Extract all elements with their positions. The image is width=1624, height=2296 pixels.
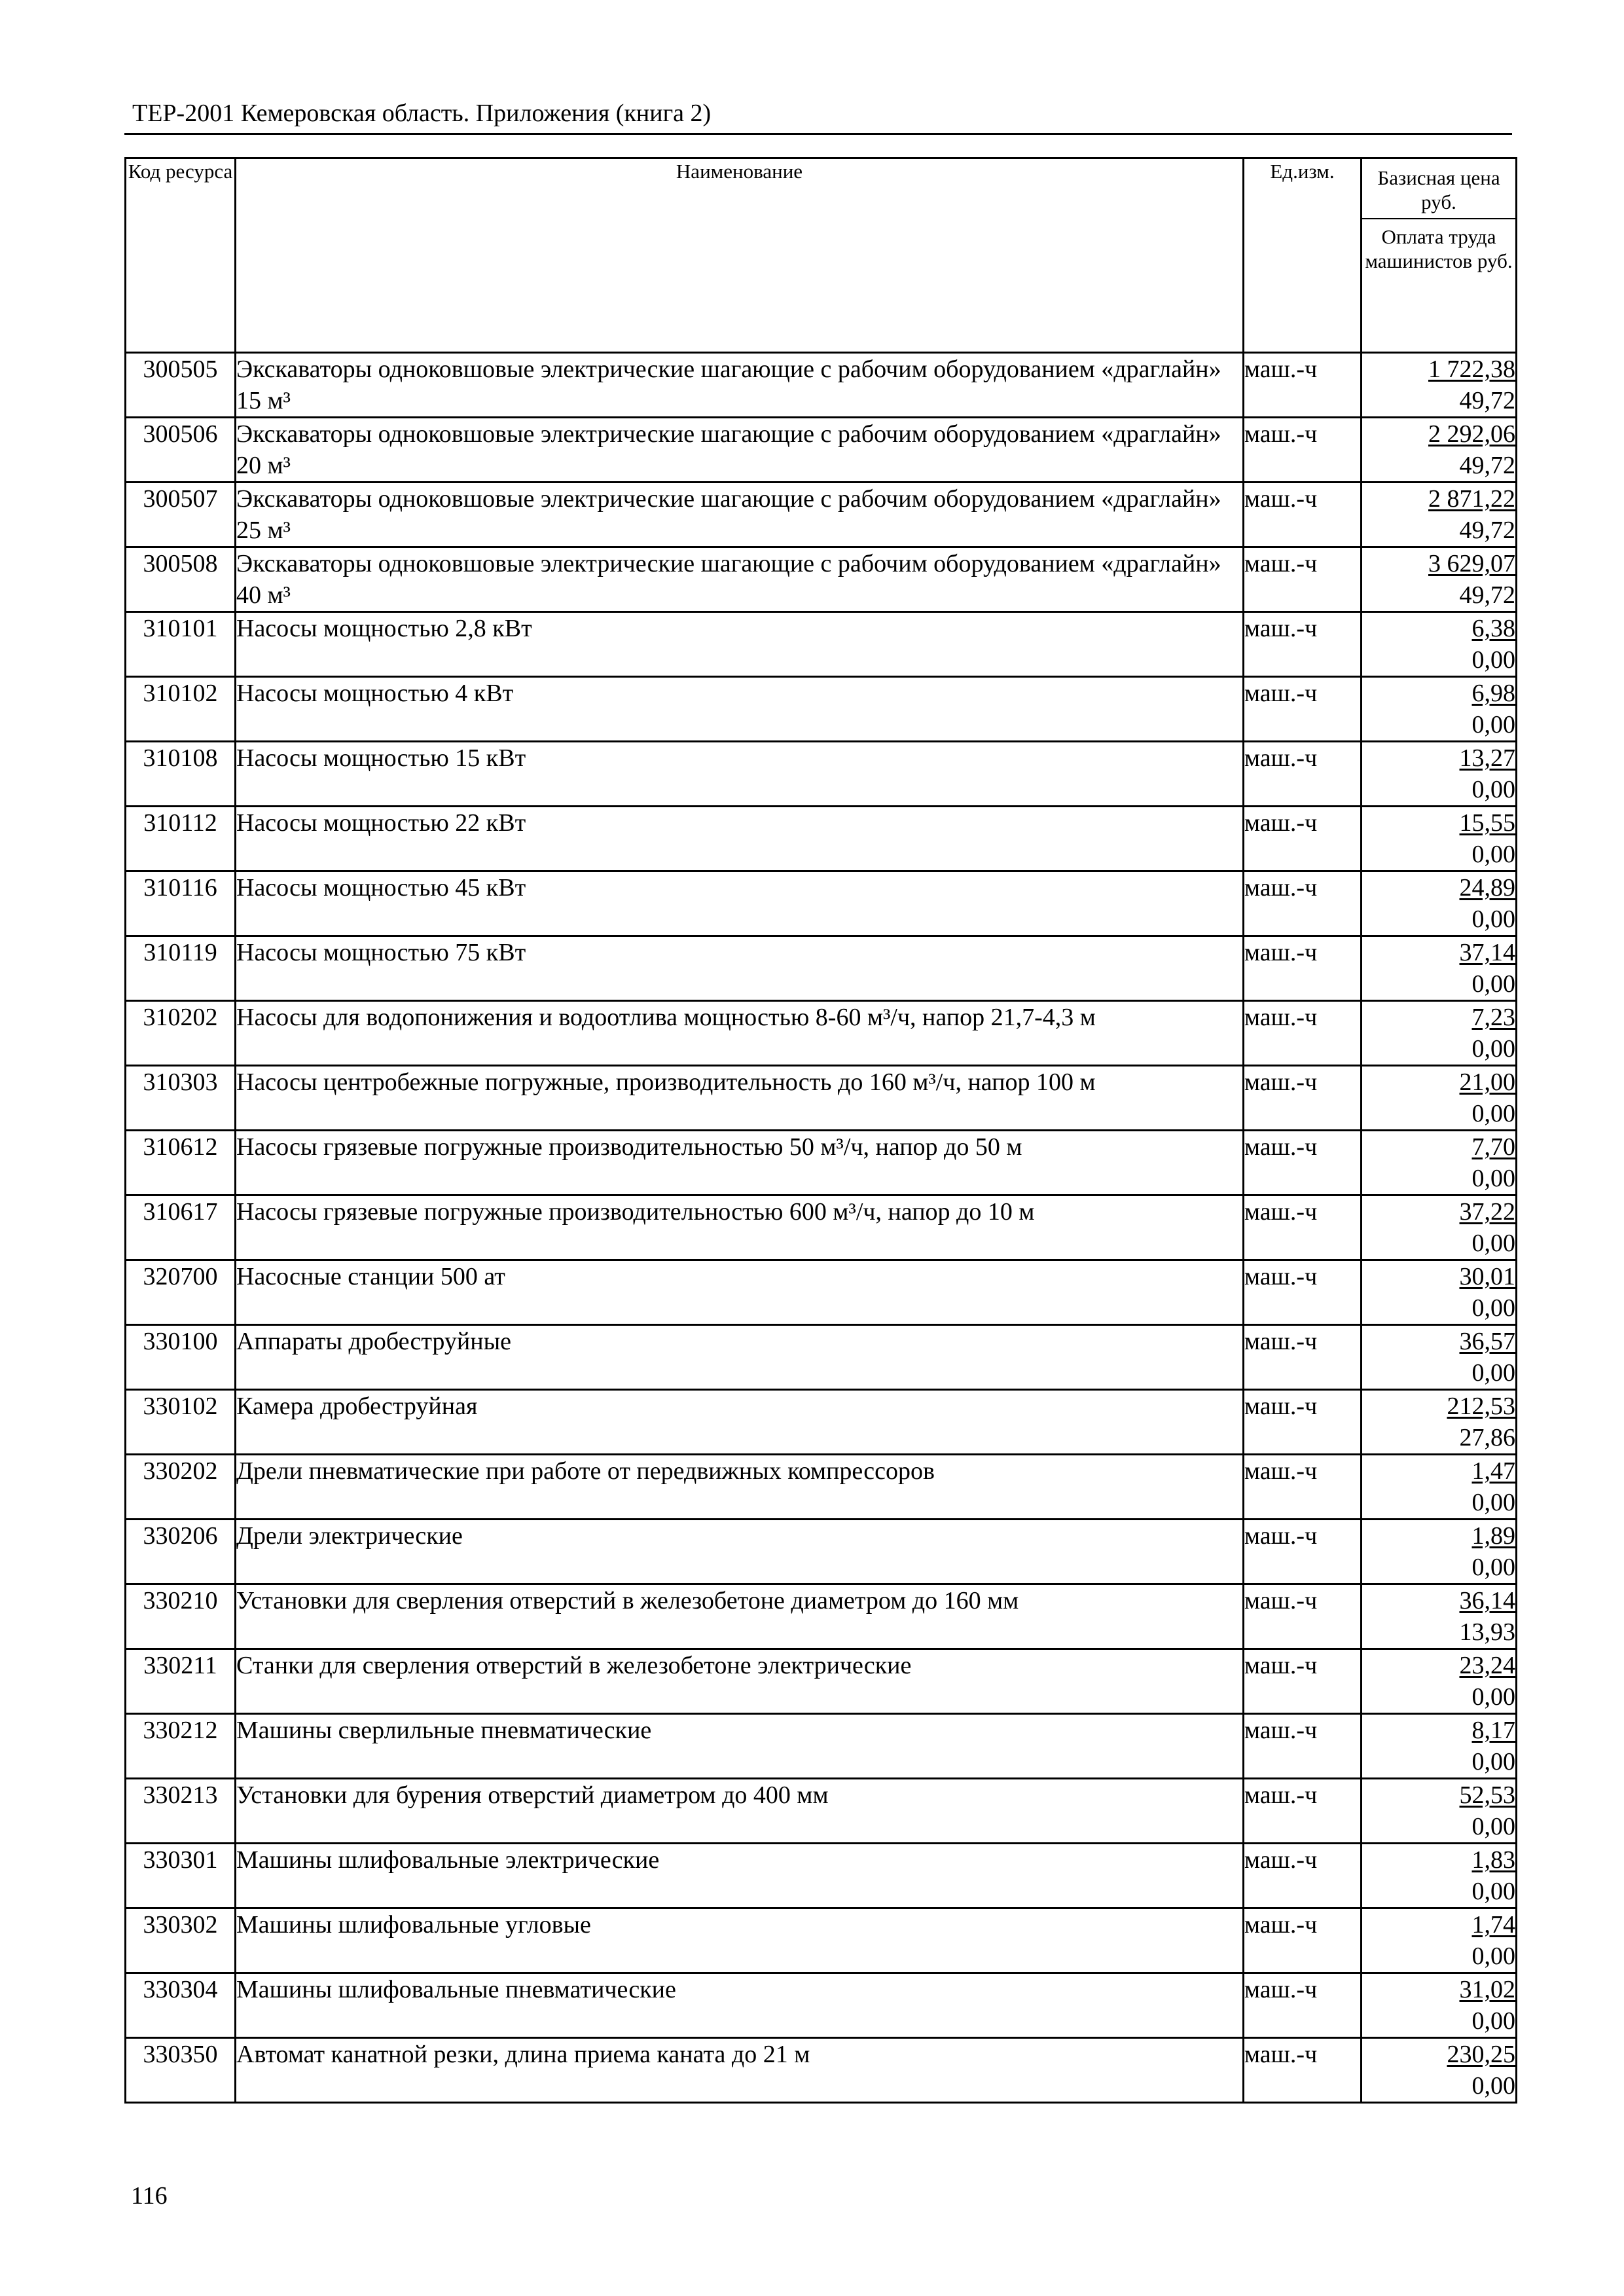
unit-cell: маш.-ч bbox=[1244, 1714, 1362, 1779]
page-header-title: ТЕР-2001 Кемеровская область. Приложения (книга 2) bbox=[132, 100, 712, 127]
base-price-value: 6,98 bbox=[1471, 680, 1515, 707]
base-price-value: 37,22 bbox=[1459, 1198, 1515, 1226]
resource-name-cell: Дрели пневматические при работе от передвижных компрессоров bbox=[236, 1455, 1244, 1520]
price-cell bbox=[1362, 483, 1517, 547]
resource-name-cell: Насосы мощностью 15 кВт bbox=[236, 742, 1244, 807]
price-cell bbox=[1362, 1520, 1517, 1584]
labor-cost-value: 0,00 bbox=[1471, 1294, 1515, 1322]
resource-code-cell: 330350 bbox=[126, 2038, 236, 2103]
base-price-value: 15,55 bbox=[1459, 809, 1515, 837]
labor-cost-value: 27,86 bbox=[1459, 1424, 1515, 1451]
price-cell bbox=[1362, 1649, 1517, 1714]
base-price-value: 1 722,38 bbox=[1428, 355, 1515, 383]
price-cell bbox=[1362, 2038, 1517, 2103]
unit-cell: маш.-ч bbox=[1244, 742, 1362, 807]
resource-code-cell: 310102 bbox=[126, 677, 236, 742]
resource-name-cell: Насосные станции 500 ат bbox=[236, 1260, 1244, 1325]
resource-code-cell: 310108 bbox=[126, 742, 236, 807]
resource-code-cell: 330213 bbox=[126, 1779, 236, 1844]
table-row bbox=[126, 936, 1517, 1001]
column-header-code: Код ресурса bbox=[126, 158, 236, 353]
resource-name-cell: Экскаваторы одноковшовые электрические шагающие с рабочим оборудованием «драглайн» 15 м³ bbox=[236, 353, 1244, 418]
resource-code-cell: 310617 bbox=[126, 1195, 236, 1260]
price-cell bbox=[1362, 353, 1517, 418]
resource-table bbox=[124, 157, 1517, 2104]
resource-code-cell: 300507 bbox=[126, 483, 236, 547]
labor-cost-value: 0,00 bbox=[1471, 1813, 1515, 1840]
base-price-value: 24,89 bbox=[1459, 874, 1515, 902]
price-cell bbox=[1362, 1325, 1517, 1390]
base-price-value: 230,25 bbox=[1447, 2041, 1515, 2068]
resource-code-cell: 320700 bbox=[126, 1260, 236, 1325]
unit-cell: маш.-ч bbox=[1244, 807, 1362, 871]
labor-cost-value: 0,00 bbox=[1471, 1100, 1515, 1127]
base-price-value: 1,83 bbox=[1471, 1846, 1515, 1874]
unit-cell: маш.-ч bbox=[1244, 418, 1362, 483]
price-cell bbox=[1362, 1195, 1517, 1260]
resource-code-cell: 310112 bbox=[126, 807, 236, 871]
resource-code-cell: 300508 bbox=[126, 547, 236, 612]
base-price-value: 37,14 bbox=[1459, 939, 1515, 966]
resource-name-cell: Насосы центробежные погружные, производительность до 160 м³/ч, напор 100 м bbox=[236, 1066, 1244, 1131]
unit-cell: маш.-ч bbox=[1244, 1066, 1362, 1131]
labor-cost-value: 49,72 bbox=[1459, 387, 1515, 414]
labor-cost-value: 0,00 bbox=[1471, 1554, 1515, 1581]
table-row bbox=[126, 807, 1517, 871]
table-row bbox=[126, 1908, 1517, 1973]
base-price-value: 13,27 bbox=[1459, 744, 1515, 772]
unit-cell: маш.-ч bbox=[1244, 547, 1362, 612]
table-row bbox=[126, 1131, 1517, 1195]
resource-name-cell: Дрели электрические bbox=[236, 1520, 1244, 1584]
table-row bbox=[126, 742, 1517, 807]
labor-cost-value: 0,00 bbox=[1471, 841, 1515, 868]
base-price-value: 21,00 bbox=[1459, 1068, 1515, 1096]
labor-cost-value: 49,72 bbox=[1459, 517, 1515, 544]
table-row bbox=[126, 1455, 1517, 1520]
resource-code-cell: 330100 bbox=[126, 1325, 236, 1390]
resource-code-cell: 330212 bbox=[126, 1714, 236, 1779]
resource-name-cell: Аппараты дробеструйные bbox=[236, 1325, 1244, 1390]
resource-code-cell: 330102 bbox=[126, 1390, 236, 1455]
unit-cell: маш.-ч bbox=[1244, 1455, 1362, 1520]
column-header-base-price: Базисная цена руб. bbox=[1377, 166, 1500, 213]
resource-code-cell: 310119 bbox=[126, 936, 236, 1001]
base-price-value: 1,74 bbox=[1471, 1911, 1515, 1939]
resource-name-cell: Экскаваторы одноковшовые электрические шагающие с рабочим оборудованием «драглайн» 40 м³ bbox=[236, 547, 1244, 612]
unit-cell: маш.-ч bbox=[1244, 1131, 1362, 1195]
resource-name-cell: Станки для сверления отверстий в железобетоне электрические bbox=[236, 1649, 1244, 1714]
page-number: 116 bbox=[131, 2182, 168, 2210]
resource-code-cell: 300505 bbox=[126, 353, 236, 418]
unit-cell: маш.-ч bbox=[1244, 1779, 1362, 1844]
unit-cell: маш.-ч bbox=[1244, 1390, 1362, 1455]
resource-code-cell: 310202 bbox=[126, 1001, 236, 1066]
resource-name-cell: Насосы мощностью 2,8 кВт bbox=[236, 612, 1244, 677]
resource-name-cell: Насосы мощностью 45 кВт bbox=[236, 871, 1244, 936]
base-price-value: 8,17 bbox=[1471, 1717, 1515, 1744]
base-price-value: 1,89 bbox=[1471, 1522, 1515, 1550]
table-row bbox=[126, 2038, 1517, 2103]
unit-cell: маш.-ч bbox=[1244, 1844, 1362, 1908]
price-cell bbox=[1362, 1779, 1517, 1844]
resource-code-cell: 330302 bbox=[126, 1908, 236, 1973]
price-cell bbox=[1362, 1714, 1517, 1779]
table-row bbox=[126, 1779, 1517, 1844]
base-price-value: 3 629,07 bbox=[1428, 550, 1515, 577]
base-price-value: 31,02 bbox=[1459, 1976, 1515, 2003]
table-row bbox=[126, 1584, 1517, 1649]
price-cell bbox=[1362, 936, 1517, 1001]
labor-cost-value: 0,00 bbox=[1471, 1942, 1515, 1970]
base-price-value: 212,53 bbox=[1447, 1393, 1515, 1420]
price-cell bbox=[1362, 1584, 1517, 1649]
base-price-value: 52,53 bbox=[1459, 1781, 1515, 1809]
resource-code-cell: 330301 bbox=[126, 1844, 236, 1908]
resource-code-cell: 330202 bbox=[126, 1455, 236, 1520]
labor-cost-value: 0,00 bbox=[1471, 646, 1515, 674]
unit-cell: маш.-ч bbox=[1244, 871, 1362, 936]
resource-name-cell: Машины шлифовальные угловые bbox=[236, 1908, 1244, 1973]
resource-name-cell: Машины шлифовальные пневматические bbox=[236, 1973, 1244, 2038]
column-header-unit: Ед.изм. bbox=[1244, 158, 1362, 353]
labor-cost-value: 0,00 bbox=[1471, 970, 1515, 998]
labor-cost-value: 0,00 bbox=[1471, 1878, 1515, 1905]
labor-cost-value: 0,00 bbox=[1471, 776, 1515, 803]
table-row bbox=[126, 612, 1517, 677]
price-cell bbox=[1362, 1973, 1517, 2038]
column-header-name: Наименование bbox=[236, 158, 1244, 353]
table-row bbox=[126, 871, 1517, 936]
resource-code-cell: 310101 bbox=[126, 612, 236, 677]
table-row bbox=[126, 1260, 1517, 1325]
base-price-value: 1,47 bbox=[1471, 1457, 1515, 1485]
resource-name-cell: Насосы грязевые погружные производительностью 600 м³/ч, напор до 10 м bbox=[236, 1195, 1244, 1260]
unit-cell: маш.-ч bbox=[1244, 936, 1362, 1001]
unit-cell: маш.-ч bbox=[1244, 353, 1362, 418]
page-header bbox=[124, 97, 1512, 135]
price-cell bbox=[1362, 1455, 1517, 1520]
resource-name-cell: Насосы грязевые погружные производительностью 50 м³/ч, напор до 50 м bbox=[236, 1131, 1244, 1195]
resource-name-cell: Насосы мощностью 75 кВт bbox=[236, 936, 1244, 1001]
price-cell bbox=[1362, 742, 1517, 807]
unit-cell: маш.-ч bbox=[1244, 1584, 1362, 1649]
unit-cell: маш.-ч bbox=[1244, 1195, 1362, 1260]
table-row bbox=[126, 1844, 1517, 1908]
resource-name-cell: Экскаваторы одноковшовые электрические шагающие с рабочим оборудованием «драглайн» 25 м³ bbox=[236, 483, 1244, 547]
labor-cost-value: 0,00 bbox=[1471, 1165, 1515, 1192]
price-cell bbox=[1362, 547, 1517, 612]
unit-cell: маш.-ч bbox=[1244, 1649, 1362, 1714]
unit-cell: маш.-ч bbox=[1244, 1260, 1362, 1325]
labor-cost-value: 0,00 bbox=[1471, 2007, 1515, 2035]
unit-cell: маш.-ч bbox=[1244, 1908, 1362, 1973]
table-row bbox=[126, 1714, 1517, 1779]
base-price-value: 2 292,06 bbox=[1428, 420, 1515, 448]
table-row bbox=[126, 1520, 1517, 1584]
resource-name-cell: Машины сверлильные пневматические bbox=[236, 1714, 1244, 1779]
table-header-row bbox=[126, 158, 1517, 353]
resource-name-cell: Насосы для водопонижения и водоотлива мощностью 8-60 м³/ч, напор 21,7-4,3 м bbox=[236, 1001, 1244, 1066]
column-header-divider bbox=[1362, 218, 1515, 219]
resource-name-cell: Насосы мощностью 4 кВт bbox=[236, 677, 1244, 742]
resource-code-cell: 300506 bbox=[126, 418, 236, 483]
labor-cost-value: 0,00 bbox=[1471, 1748, 1515, 1776]
labor-cost-value: 13,93 bbox=[1459, 1618, 1515, 1646]
resource-code-cell: 330211 bbox=[126, 1649, 236, 1714]
table-row bbox=[126, 1066, 1517, 1131]
base-price-value: 6,38 bbox=[1471, 615, 1515, 642]
price-cell bbox=[1362, 1131, 1517, 1195]
labor-cost-value: 0,00 bbox=[1471, 1489, 1515, 1516]
price-cell bbox=[1362, 1390, 1517, 1455]
table-row bbox=[126, 547, 1517, 612]
resource-code-cell: 310116 bbox=[126, 871, 236, 936]
unit-cell: маш.-ч bbox=[1244, 677, 1362, 742]
unit-cell: маш.-ч bbox=[1244, 1973, 1362, 2038]
resource-code-cell: 310612 bbox=[126, 1131, 236, 1195]
price-cell bbox=[1362, 1908, 1517, 1973]
price-cell bbox=[1362, 418, 1517, 483]
table-row bbox=[126, 677, 1517, 742]
base-price-value: 2 871,22 bbox=[1428, 485, 1515, 513]
base-price-value: 30,01 bbox=[1459, 1263, 1515, 1290]
labor-cost-value: 0,00 bbox=[1471, 1230, 1515, 1257]
unit-cell: маш.-ч bbox=[1244, 483, 1362, 547]
unit-cell: маш.-ч bbox=[1244, 1520, 1362, 1584]
resource-code-cell: 330210 bbox=[126, 1584, 236, 1649]
base-price-value: 36,14 bbox=[1459, 1587, 1515, 1614]
table-row bbox=[126, 1390, 1517, 1455]
labor-cost-value: 0,00 bbox=[1471, 1683, 1515, 1711]
price-cell bbox=[1362, 1001, 1517, 1066]
unit-cell: маш.-ч bbox=[1244, 612, 1362, 677]
price-cell bbox=[1362, 1066, 1517, 1131]
unit-cell: маш.-ч bbox=[1244, 1001, 1362, 1066]
base-price-value: 7,70 bbox=[1471, 1133, 1515, 1161]
base-price-value: 7,23 bbox=[1471, 1004, 1515, 1031]
labor-cost-value: 0,00 bbox=[1471, 1359, 1515, 1387]
table-row bbox=[126, 1001, 1517, 1066]
base-price-value: 23,24 bbox=[1459, 1652, 1515, 1679]
labor-cost-value: 0,00 bbox=[1471, 711, 1515, 738]
resource-name-cell: Камера дробеструйная bbox=[236, 1390, 1244, 1455]
price-cell bbox=[1362, 807, 1517, 871]
table-row bbox=[126, 1325, 1517, 1390]
price-cell bbox=[1362, 612, 1517, 677]
price-cell bbox=[1362, 871, 1517, 936]
resource-name-cell: Насосы мощностью 22 кВт bbox=[236, 807, 1244, 871]
base-price-value: 36,57 bbox=[1459, 1328, 1515, 1355]
column-header-price bbox=[1362, 158, 1517, 353]
table-row bbox=[126, 353, 1517, 418]
column-header-labor-cost: Оплата труда машинистов руб. bbox=[1365, 225, 1513, 272]
table-row bbox=[126, 1195, 1517, 1260]
labor-cost-value: 0,00 bbox=[1471, 905, 1515, 933]
unit-cell: маш.-ч bbox=[1244, 2038, 1362, 2103]
resource-name-cell: Установки для сверления отверстий в железобетоне диаметром до 160 мм bbox=[236, 1584, 1244, 1649]
table-body bbox=[126, 353, 1517, 2103]
resource-name-cell: Машины шлифовальные электрические bbox=[236, 1844, 1244, 1908]
price-cell bbox=[1362, 1260, 1517, 1325]
resource-name-cell: Автомат канатной резки, длина приема каната до 21 м bbox=[236, 2038, 1244, 2103]
resource-code-cell: 310303 bbox=[126, 1066, 236, 1131]
price-cell bbox=[1362, 677, 1517, 742]
labor-cost-value: 0,00 bbox=[1471, 2072, 1515, 2100]
price-cell bbox=[1362, 1844, 1517, 1908]
resource-code-cell: 330304 bbox=[126, 1973, 236, 2038]
table-row bbox=[126, 1973, 1517, 2038]
table-row bbox=[126, 418, 1517, 483]
resource-code-cell: 330206 bbox=[126, 1520, 236, 1584]
table-row bbox=[126, 1649, 1517, 1714]
resource-name-cell: Экскаваторы одноковшовые электрические шагающие с рабочим оборудованием «драглайн» 20 м³ bbox=[236, 418, 1244, 483]
labor-cost-value: 49,72 bbox=[1459, 452, 1515, 479]
unit-cell: маш.-ч bbox=[1244, 1325, 1362, 1390]
table-row bbox=[126, 483, 1517, 547]
labor-cost-value: 0,00 bbox=[1471, 1035, 1515, 1063]
labor-cost-value: 49,72 bbox=[1459, 581, 1515, 609]
resource-name-cell: Установки для бурения отверстий диаметром до 400 мм bbox=[236, 1779, 1244, 1844]
